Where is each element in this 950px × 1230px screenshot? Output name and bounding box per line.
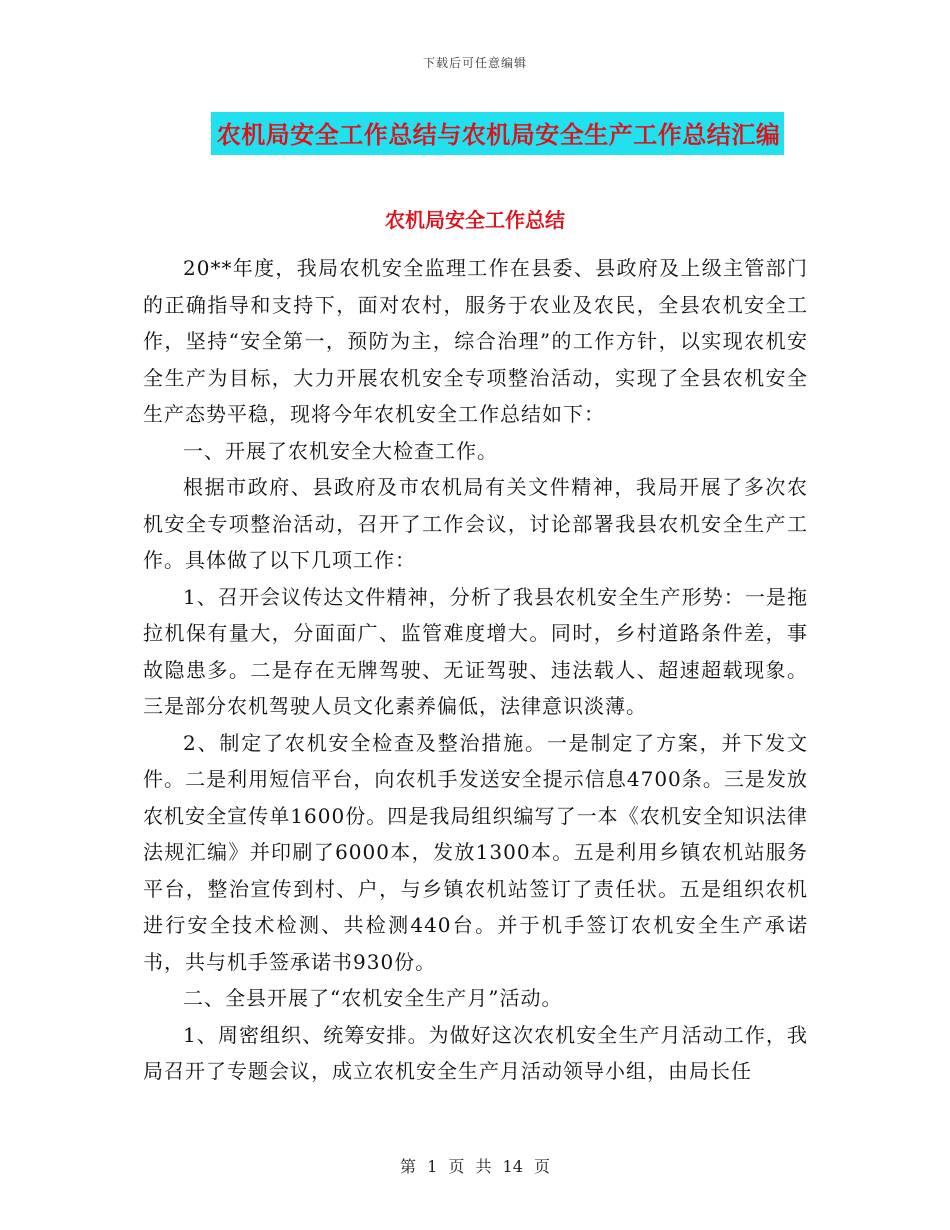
paragraph-basis: 根据市政府、县政府及市农机局有关文件精神，我局开展了多次农机安全专项整治活动，召开了工作会议，讨论部署我县农机安全生产工作。具体做了以下几项工作： [143,475,808,572]
document-body [143,250,808,1090]
section-title: 农机局安全工作总结 [385,208,565,232]
page-footer: 第 1 页 共 14 页 [400,1157,550,1176]
document-title-container [0,112,950,155]
header-note: 下载后可任意编辑 [422,56,527,70]
paragraph-intro: 20**年度，我局农机安全监理工作在县委、县政府及上级主管部门的正确指导和支持下，面对农村，服务于农业及农民，全县农机安全工作，坚持“安全第一，预防为主，综合治理”的工作方针，以实现农机安全生产为目标，大力开展农机安全专项整治活动，实现了全县农机安全生产态势平稳，现将今年农机安全工作总结如下： [143,256,808,426]
heading-one: 一、开展了农机安全大检查工作。 [183,438,498,463]
paragraph-item-2: 2、制定了农机安全检查及整治措施。一是制定了方案，并下发文件。二是利用短信平台，向农机手发送安全提示信息4700条。三是发放农机安全宣传单1600份。四是我局组织编写了一本《农机安全知识法律法规汇编》并印刷了6000本，发放1300本。五是利用乡镇农机站服务平台，整治宣传到村、户，与乡镇农机站签订了责任状。五是组织农机进行安全技术检测、共检测440台。并于机手签订农机安全生产承诺书，共与机手签承诺书930份。 [143,730,808,974]
heading-two: 二、全县开展了“农机安全生产月”活动。 [183,986,563,1010]
document-title: 农机局安全工作总结与农机局安全生产工作总结汇编 [211,112,785,155]
paragraph-item-1: 1、召开会议传达文件精神，分析了我县农机安全生产形势：一是拖拉机保有量大，分面面广、监管难度增大。同时，乡村道路条件差，事故隐患多。二是存在无牌驾驶、无证驾驶、违法载人、超速超载现象。三是部分农机驾驶人员文化素养偏低，法律意识淡薄。 [143,584,808,718]
paragraph-item-2-1: 1、周密组织、统筹安排。为做好这次农机安全生产月活动工作，我局召开了专题会议，成立农机安全生产月活动领导小组，由局长任 [143,1022,808,1083]
